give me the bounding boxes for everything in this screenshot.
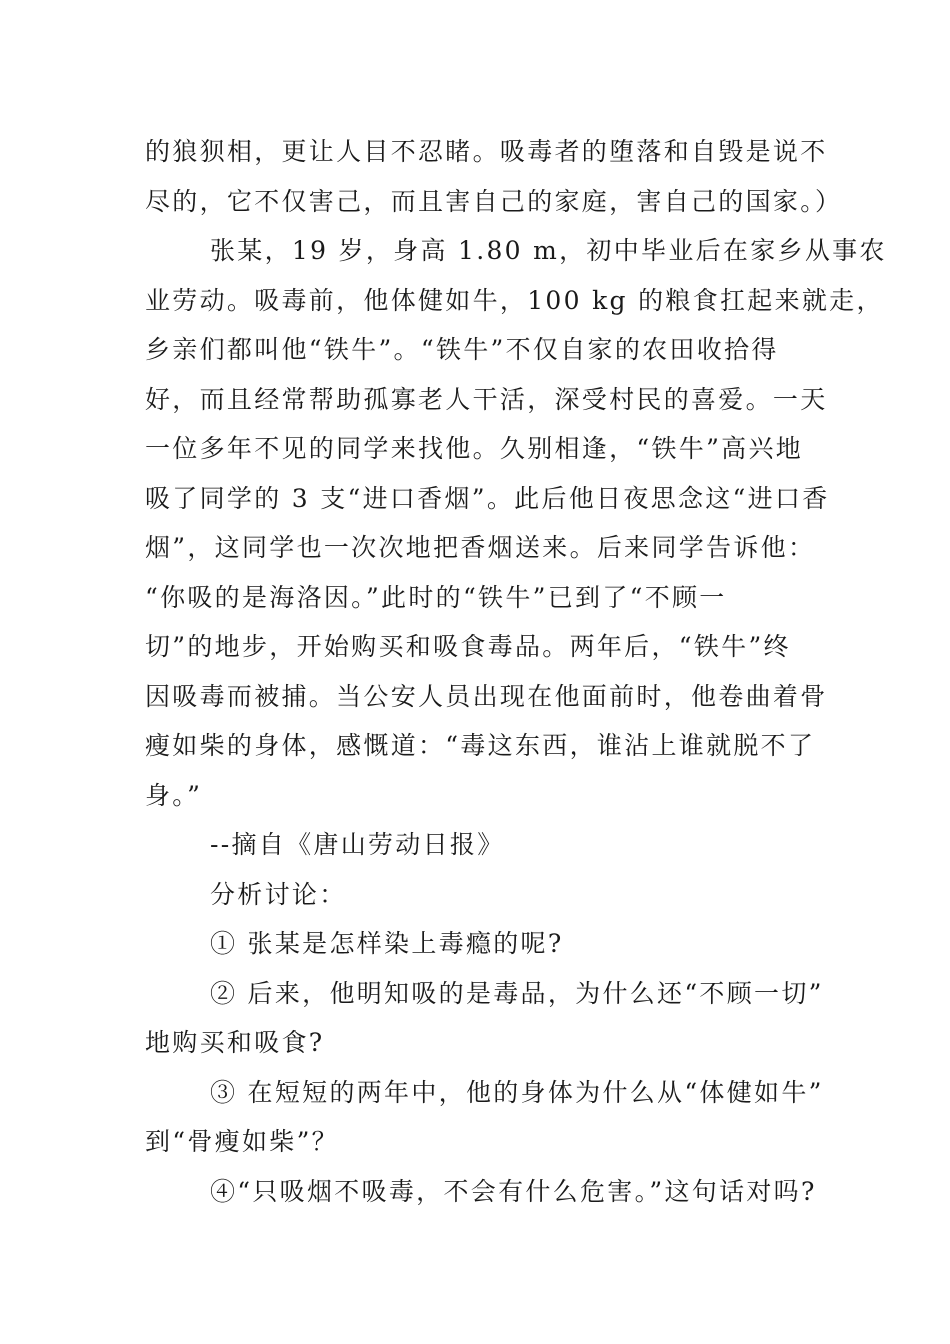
- text-line: 尽的，它不仅害己，而且害自己的家庭，害自己的国家。）: [145, 187, 843, 216]
- question-1: ① 张某是怎样染上毒瘾的呢?: [210, 929, 564, 958]
- text-line: 切”的地步，开始购买和吸食毒品。两年后，“铁牛”终: [145, 632, 791, 661]
- text-line: 因吸毒而被捕。当公安人员出现在他面前时，他卷曲着骨: [145, 682, 828, 711]
- text-line: 一位多年不见的同学来找他。久别相逢，“铁牛”高兴地: [145, 434, 804, 463]
- paragraph-start-line: 张某，19 岁，身高 1.80 m，初中毕业后在家乡从事农: [210, 236, 887, 265]
- text-line: 的狼狈相，更让人目不忍睹。吸毒者的堕落和自毁是说不: [145, 137, 828, 166]
- question-2: ② 后来，他明知吸的是毒品，为什么还“不顾一切”: [210, 979, 824, 1008]
- text-line: 乡亲们都叫他“铁牛”。“铁牛”不仅自家的农田收拾得: [145, 335, 779, 364]
- question-3-continued: 到“骨瘦如柴”？: [145, 1127, 339, 1156]
- text-line: 好，而且经常帮助孤寡老人干活，深受村民的喜爱。一天: [145, 385, 828, 414]
- source-citation: --摘自《唐山劳动日报》: [210, 830, 505, 859]
- question-2-continued: 地购买和吸食?: [145, 1028, 325, 1057]
- question-4: ④“只吸烟不吸毒，不会有什么危害。”这句话对吗?: [210, 1177, 817, 1206]
- discussion-heading: 分析讨论：: [210, 880, 347, 909]
- text-line: 业劳动。吸毒前，他体健如牛，100 kg 的粮食扛起来就走，: [145, 286, 884, 315]
- text-line: 身。”: [145, 781, 203, 810]
- text-line: 瘦如柴的身体，感慨道：“毒这东西，谁沾上谁就脱不了: [145, 731, 816, 760]
- text-line: 烟”，这同学也一次次地把香烟送来。后来同学告诉他：: [145, 533, 816, 562]
- text-line: “你吸的是海洛因。”此时的“铁牛”已到了“不顾一: [145, 583, 727, 612]
- text-line: 吸了同学的 3 支“进口香烟”。此后他日夜思念这“进口香: [145, 484, 830, 513]
- question-3: ③ 在短短的两年中，他的身体为什么从“体健如牛”: [210, 1078, 824, 1107]
